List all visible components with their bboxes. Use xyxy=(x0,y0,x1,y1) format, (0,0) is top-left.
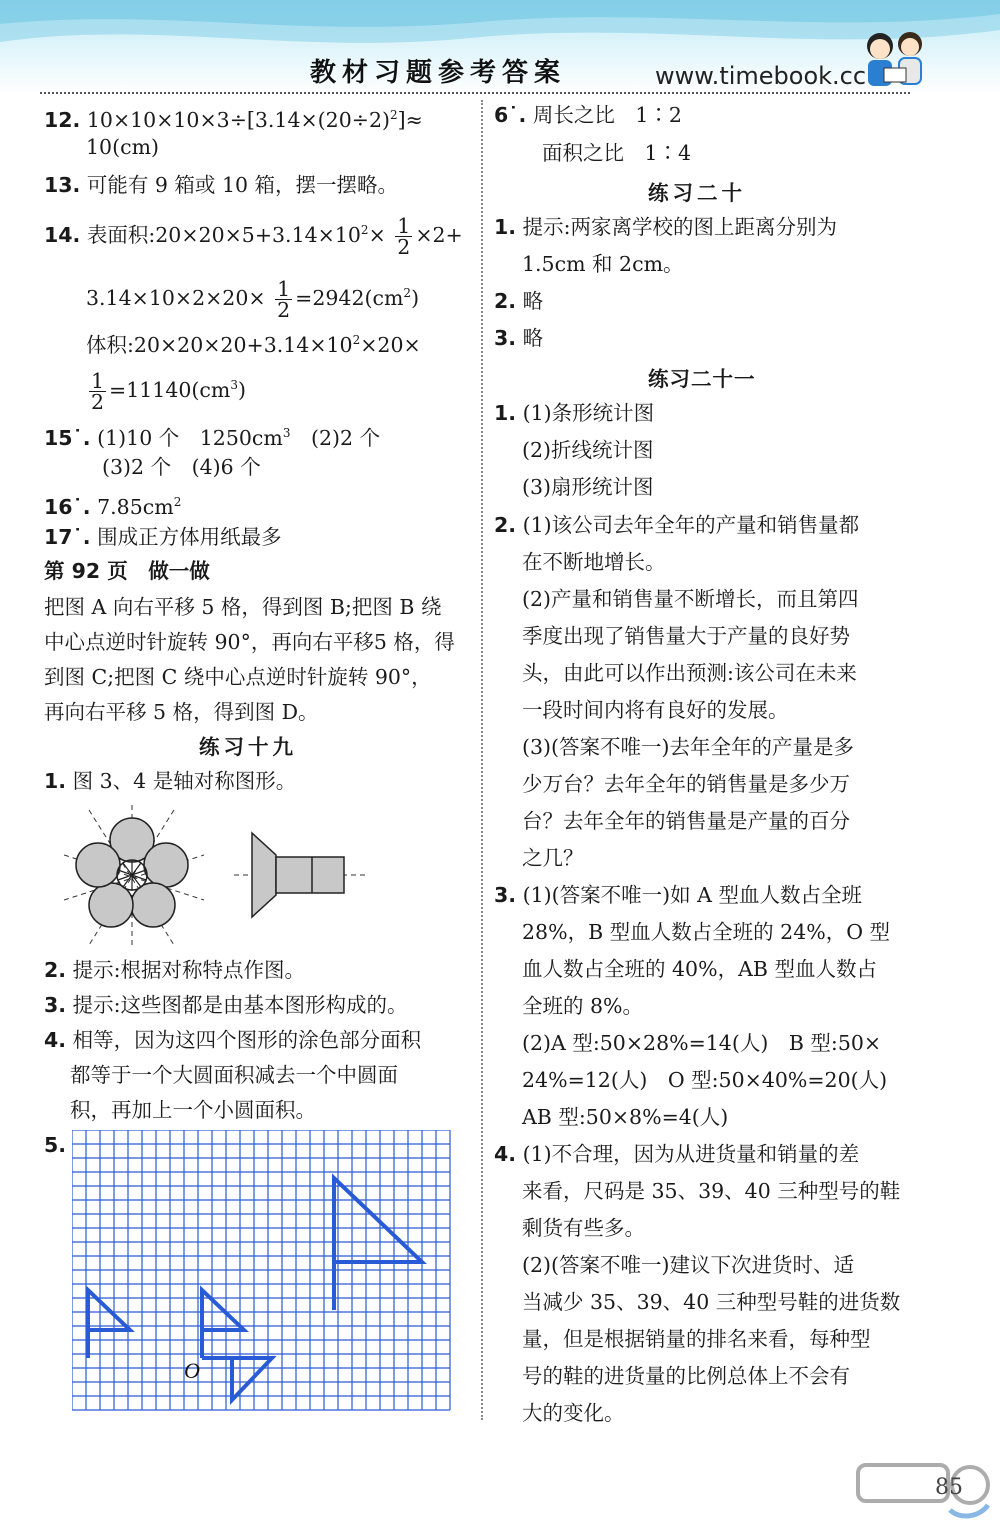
q6-line1: 6˙. 周长之比 1∶2 xyxy=(494,103,682,127)
ex19-q3: 3. 提示:这些图都是由基本图形构成的。 xyxy=(44,993,408,1017)
p92-line4: 再向右平移 5 格，得到图 D。 xyxy=(44,700,319,724)
p92-line1: 把图 A 向右平移 5 格，得到图 B;把图 B 绕 xyxy=(44,595,442,619)
figure-a xyxy=(88,1290,130,1358)
flower-figure xyxy=(64,805,204,947)
page-number: 85 xyxy=(935,1475,963,1500)
ex21-q4-line4: (2)(答案不唯一)建议下次进货时、适 xyxy=(522,1253,855,1277)
ex21-q2-line4: 季度出现了销售量大于产量的良好势 xyxy=(522,624,850,648)
q12-line1: 12. $10\times 10\times 10\times 3\div[3.14\times(20\div 2)^2]\approx$ xyxy=(44,107,423,132)
point-o-label: O xyxy=(184,1358,200,1383)
fraction-half: $\frac{1}{2}$ xyxy=(91,368,105,414)
p92-line3: 到图 C;把图 C 绕中心点逆时针旋转 90°， xyxy=(44,665,432,689)
ex21-title: 练习二十一 xyxy=(648,367,756,391)
q14-line3: 体积$:20\times 20\times 20+3.14\times 10^2\times 20\times$ xyxy=(86,332,421,357)
p92-heading: 第 92 页 做一做 xyxy=(44,559,210,583)
ex21-q2-line5: 头，由此可以作出预测:该公司在未来 xyxy=(522,661,857,685)
ex21-q1-line3: (3)扇形统计图 xyxy=(522,475,654,499)
q13: 13. 可能有 9 箱或 10 箱，摆一摆略。 xyxy=(44,173,399,197)
ex21-q4-line5: 当减少 35、39、40 三种型号鞋的进货数 xyxy=(522,1290,901,1314)
ex20-q1-line1: 1. 提示:两家离学校的图上距离分别为 xyxy=(494,215,837,239)
q15-line1: 15˙. (1)10 个 $1250cm^3$ (2)2 个 xyxy=(44,425,381,450)
nail-figure xyxy=(234,833,369,917)
ex19-q4-line1: 4. 相等，因为这四个图形的涂色部分面积 xyxy=(44,1028,422,1052)
page-header xyxy=(0,0,1000,95)
header-url: www.timebook.cc xyxy=(655,62,867,90)
ex20-title: 练习二十 xyxy=(648,181,746,205)
ex19-q4-line2: 都等于一个大圆面积减去一个中圆面 xyxy=(70,1063,398,1087)
kids-mascot-icon xyxy=(860,28,930,94)
ex21-q4-line6: 量，但是根据销量的排名来看，每种型 xyxy=(522,1327,871,1351)
ex21-q2-line2: 在不断地增长。 xyxy=(522,550,666,574)
ex21-q2-line8: 少万台？去年全年的销售量是多少万 xyxy=(522,772,850,796)
ex21-q3-line7: AB 型:50×8%=4(人) xyxy=(522,1105,729,1129)
figure-d xyxy=(334,1178,422,1310)
q14-line4: $\frac{1}{2}$ $=11140(cm^3)$ xyxy=(91,368,246,414)
ex21-q3-line5: (2)A 型:50×28%=14(人) B 型:50× xyxy=(522,1031,882,1055)
ex20-q2: 2. 略 xyxy=(494,289,544,313)
figure-b xyxy=(202,1290,244,1358)
ex21-q2-line7: (3)(答案不唯一)去年全年的产量是多 xyxy=(522,735,855,759)
symmetry-diagrams xyxy=(64,805,394,950)
ex19-q1: 1. 图 3、4 是轴对称图形。 xyxy=(44,769,297,793)
ex20-q3: 3. 略 xyxy=(494,326,544,350)
header-title: 教材习题参考答案 xyxy=(310,58,567,88)
q17: 17˙. 围成正方体用纸最多 xyxy=(44,525,282,549)
q12-line2: 10(cm) xyxy=(86,135,160,159)
ex21-q2-line9: 台？去年全年的销售量是产量的百分 xyxy=(522,809,850,833)
q5-grid-figure xyxy=(72,1130,454,1420)
transformed-shapes xyxy=(88,1178,422,1400)
ex21-q2-line1: 2. (1)该公司去年全年的产量和销售量都 xyxy=(494,513,860,537)
ex19-title: 练习十九 xyxy=(199,735,297,759)
watermark-logo xyxy=(850,1455,990,1525)
ex21-q3-line1: 3. (1)(答案不唯一)如 A 型血人数占全班 xyxy=(494,883,862,907)
q16: 16˙. $7.85cm^2$ xyxy=(44,494,182,519)
ex21-q3-line3: 血人数占全班的 40%，AB 型血人数占 xyxy=(522,957,877,981)
ex21-q2-line6: 一段时间内将有良好的发展。 xyxy=(522,698,789,722)
ex19-q4-line3: 积，再加上一个小圆面积。 xyxy=(70,1098,316,1122)
p92-line2: 中心点逆时针旋转 90°，再向右平移5 格，得 xyxy=(44,630,455,654)
ex21-q2-line10: 之几？ xyxy=(522,846,584,870)
ex21-q3-line4: 全班的 8%。 xyxy=(522,994,644,1018)
ex21-q3-line2: 28%，B 型血人数占全班的 24%，O 型 xyxy=(522,920,891,944)
ex21-q4-line2: 来看，尺码是 35、39、40 三种型号的鞋 xyxy=(522,1179,901,1203)
ex21-q2-line3: (2)产量和销售量不断增长，而且第四 xyxy=(522,587,859,611)
ex20-q1-line2: 1.5cm 和 2cm。 xyxy=(522,252,684,276)
q6-line2: 面积之比 1∶4 xyxy=(542,141,692,165)
ex21-q1-line2: (2)折线统计图 xyxy=(522,438,654,462)
column-divider xyxy=(481,100,483,1420)
ex21-q4-line7: 号的鞋的进货量的比例总体上不会有 xyxy=(522,1364,850,1388)
ex19-q5: 5. xyxy=(44,1133,67,1157)
fraction-half: $\frac{1}{2}$ xyxy=(277,276,291,322)
q14-line1: 14. 表面积$:20\times 20\times 5+3.14\times 10^2\times$ $\frac{1}{2}$ ×2+ xyxy=(44,213,463,259)
ex21-q1-line1: 1. (1)条形统计图 xyxy=(494,401,655,425)
fraction-half: $\frac{1}{2}$ xyxy=(397,213,411,259)
ex21-q3-line6: 24%=12(人) O 型:50×40%=20(人) xyxy=(522,1068,888,1092)
ex21-q4-line8: 大的变化。 xyxy=(522,1401,625,1425)
q15-line2: (3)2 个 (4)6 个 xyxy=(102,455,261,479)
ex21-q4-line1: 4. (1)不合理，因为从进货量和销量的差 xyxy=(494,1142,860,1166)
ex21-q4-line3: 剩货有些多。 xyxy=(522,1216,645,1240)
q14-line2: 3.14×10×2×20× $\frac{1}{2}$ $=2942(cm^2)$ xyxy=(86,276,420,322)
header-divider xyxy=(40,92,910,94)
ex19-q2: 2. 提示:根据对称特点作图。 xyxy=(44,958,305,982)
